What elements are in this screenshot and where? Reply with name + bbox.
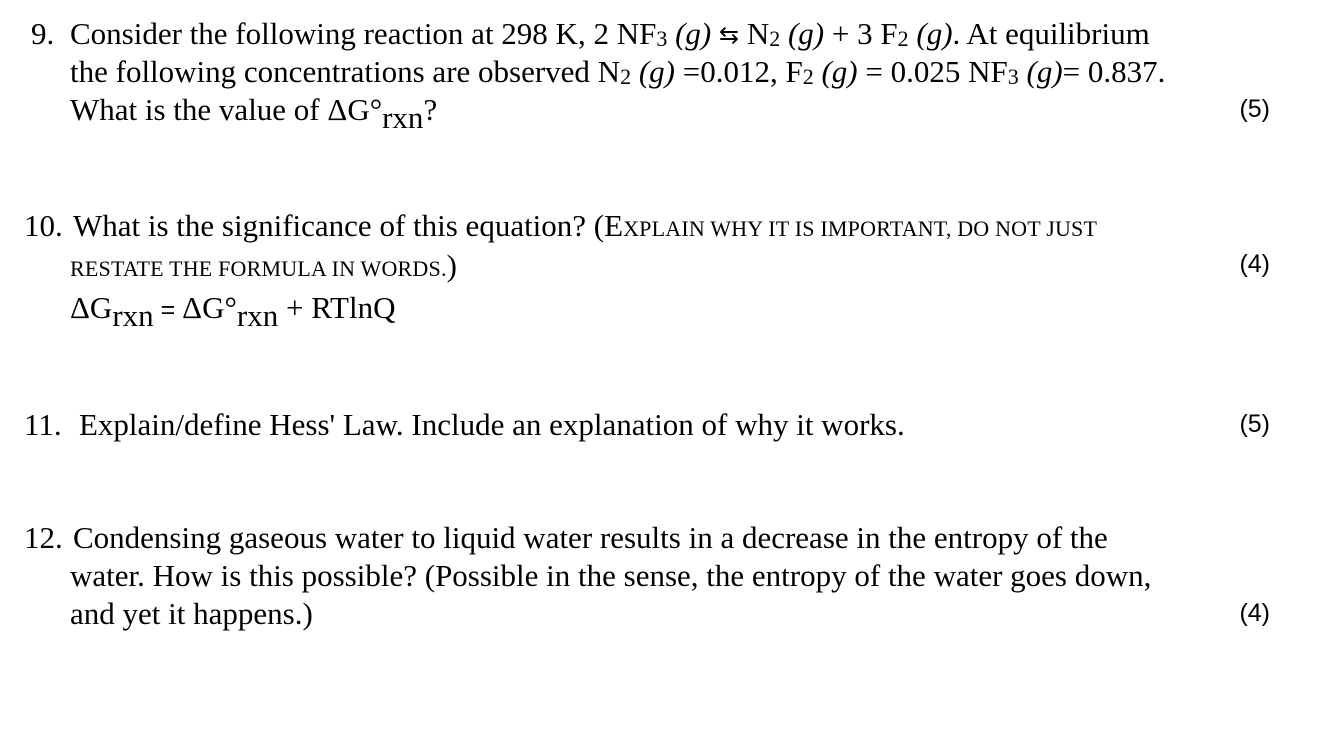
question-number: 9. bbox=[31, 16, 55, 51]
text-segment: XPLAIN WHY IT IS IMPORTANT, DO NOT JUST bbox=[623, 216, 1098, 241]
equation bbox=[70, 290, 396, 333]
text-segment: ) bbox=[446, 248, 457, 283]
question-text-line bbox=[70, 56, 1165, 88]
subscript: 2 bbox=[897, 26, 909, 51]
text-segment: What is the value of ΔG° bbox=[70, 92, 383, 127]
subscript: rxn bbox=[112, 298, 154, 333]
question-number: 11. bbox=[24, 407, 62, 442]
points-label: (5) bbox=[1239, 95, 1270, 123]
text-segment: = bbox=[153, 296, 183, 324]
question-text-line bbox=[70, 250, 457, 281]
text-segment: + 3 F bbox=[824, 16, 898, 51]
text-segment: = 0.837. bbox=[1062, 54, 1166, 89]
text-segment: What is the significance of this equation? ( bbox=[73, 208, 605, 243]
subscript: rxn bbox=[236, 298, 279, 333]
question-number: 12. bbox=[24, 520, 63, 555]
phase-label: (g) bbox=[813, 54, 858, 89]
text-segment: ? bbox=[423, 92, 438, 127]
question-text-line bbox=[70, 92, 438, 135]
question-text-line bbox=[70, 18, 1150, 50]
points-label: (5) bbox=[1239, 410, 1270, 438]
text-segment: E bbox=[604, 208, 624, 243]
question-text-line: Condensing gaseous water to liquid water results in a decrease in the entropy of the bbox=[73, 520, 1108, 555]
phase-label: (g) bbox=[780, 16, 825, 51]
text-segment: Consider the following reaction at 298 K, 2 NF bbox=[70, 16, 657, 51]
question-text-line: water. How is this possible? (Possible in the sense, the entropy of the water goes down, bbox=[70, 558, 1152, 593]
subscript: 2 bbox=[620, 64, 632, 89]
subscript: 2 bbox=[802, 64, 814, 89]
text-segment: + RTlnQ bbox=[278, 290, 396, 325]
question-text-line: and yet it happens.) bbox=[70, 596, 313, 631]
subscript: 2 bbox=[769, 26, 781, 51]
text-segment: . At equilibrium bbox=[952, 16, 1150, 51]
text-segment: RESTATE THE FORMULA IN WORDS. bbox=[70, 256, 447, 281]
text-segment: ΔG bbox=[70, 290, 113, 325]
text-segment: =0.012, F bbox=[674, 54, 803, 89]
subscript: rxn bbox=[382, 100, 424, 135]
phase-label: (g) bbox=[667, 16, 719, 51]
points-label: (4) bbox=[1239, 599, 1270, 627]
question-text-line bbox=[73, 210, 1097, 241]
phase-label: (g) bbox=[631, 54, 675, 89]
question-number: 10. bbox=[24, 208, 63, 243]
points-label: (4) bbox=[1239, 250, 1270, 278]
phase-label: (g) bbox=[908, 16, 953, 51]
text-segment: = 0.025 NF bbox=[857, 54, 1008, 89]
text-segment: N bbox=[739, 16, 770, 51]
equilibrium-arrow-icon: ⇆ bbox=[718, 21, 740, 49]
subscript: 3 bbox=[1007, 64, 1019, 89]
question-text-line: Explain/define Hess' Law. Include an explanation of why it works. bbox=[79, 407, 905, 442]
phase-label: (g) bbox=[1018, 54, 1063, 89]
text-segment: ΔG° bbox=[182, 290, 237, 325]
text-segment: the following concentrations are observed N bbox=[70, 54, 621, 89]
subscript: 3 bbox=[656, 26, 668, 51]
